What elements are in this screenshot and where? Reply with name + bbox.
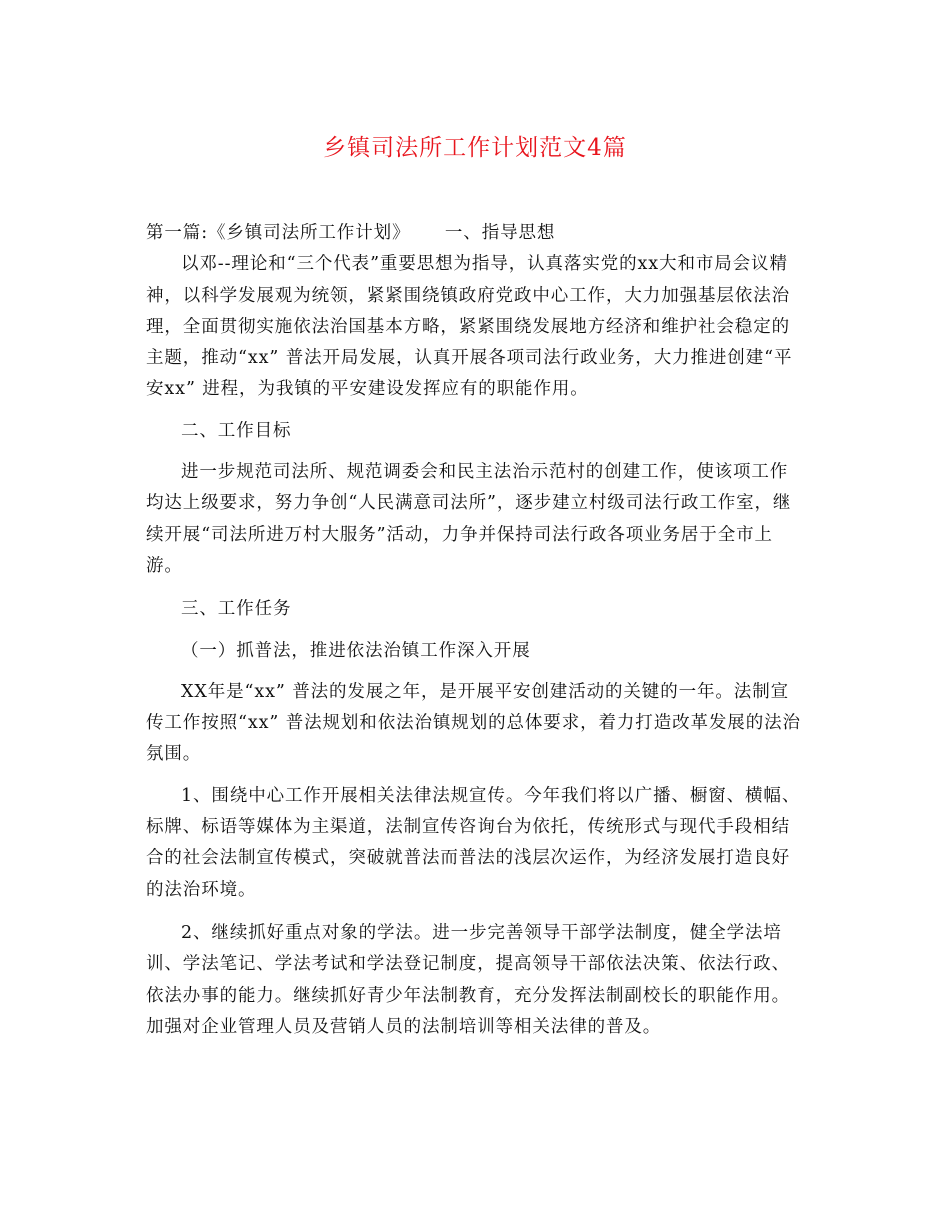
document-title: 乡镇司法所工作计划范文4篇 [323, 135, 627, 161]
subsection-heading-legal-education: （一）抓普法，推进依法治镇工作深入开展 [181, 640, 531, 661]
document-body [146, 218, 806, 1043]
paragraph-work-goals: 进一步规范司法所、规范调委会和民主法治示范村的创建工作，使该项工作均达上级要求，努力争创“人民满意司法所”，逐步建立村级司法行政工作室，继续开展“司法所进万村大服务”活动，力争并保持司法行政各项业务居于全市上游。 [146, 462, 792, 576]
section-heading-work-tasks: 三、工作任务 [181, 599, 292, 620]
paragraph-guiding-ideology: 以邓--理论和“三个代表”重要思想为指导，认真落实党的xx大和市局会议精神，以科学发展观为统领，紧紧围绕镇政府党政中心工作，大力加强基层依法治理，全面贯彻实施依法治国基本方略，紧紧围绕发展地方经济和维护社会稳定的主题，推动“xx” 普法开局发展，认真开展各项司法行政业务，大力推进创建“平安xx” 进程，为我镇的平安建设发挥应有的职能作用。 [146, 254, 793, 400]
section-heading-work-goals: 二、工作目标 [181, 420, 292, 441]
paragraph-item-1: 1、围绕中心工作开展相关法律法规宣传。今年我们将以广播、橱窗、横幅、标牌、标语等媒体为主渠道，法制宣传咨询台为依托，传统形式与现代手段相结合的社会法制宣传模式，突破就普法而普法的浅层次运作，为经济发展打造良好的法治环境。 [146, 785, 801, 900]
paragraph-legal-education: XX年是“xx” 普法的发展之年，是开展平安创建活动的关键的一年。法制宣传工作按照“xx” 普法规划和依法治镇规划的总体要求，着力打造改革发展的法治氛围。 [146, 681, 801, 765]
paragraph-item-2: 2、继续抓好重点对象的学法。进一步完善领导干部学法制度，健全学法培训、学法笔记、学法考试和学法登记制度，提高领导干部依法决策、依法行政、依法办事的能力。继续抓好青少年法制教育，充分发挥法制副校长的职能作用。加强对企业管理人员及营销人员的法制培训等相关法律的普及。 [146, 922, 790, 1037]
paragraph-chapter-heading: 第一篇:《乡镇司法所工作计划》 一、指导思想 [146, 223, 556, 243]
